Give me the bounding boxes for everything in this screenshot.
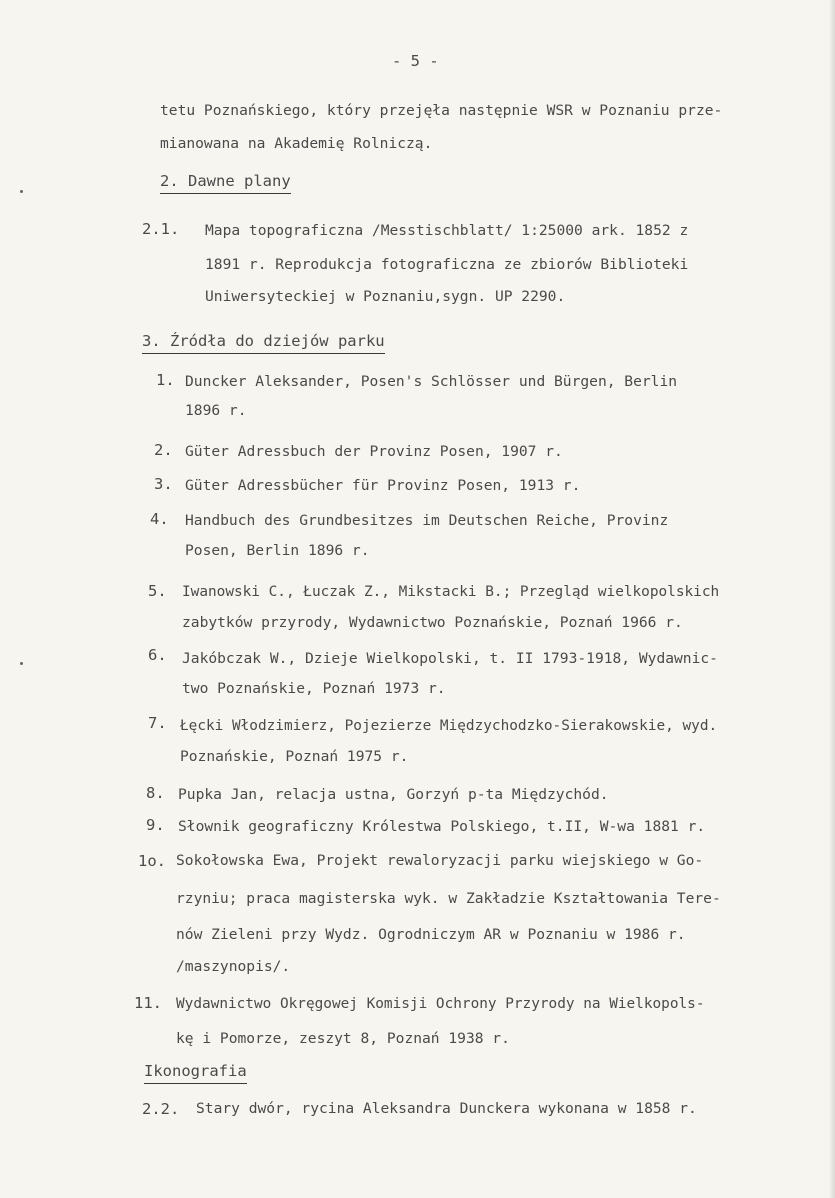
list-item-text: kę i Pomorze, zeszyt 8, Poznań 1938 r. xyxy=(176,1030,510,1047)
list-number: 3. xyxy=(154,475,173,493)
list-item-text: nów Zieleni przy Wydz. Ogrodniczym AR w Poznaniu w 1986 r. xyxy=(176,926,686,943)
list-number: 7. xyxy=(148,714,167,732)
list-number: 6. xyxy=(148,646,167,664)
list-item-text: 1891 r. Reprodukcja fotograficzna ze zbiorów Biblioteki xyxy=(205,256,689,273)
list-item-text: zabytków przyrody, Wydawnictwo Poznańskie, Poznań 1966 r. xyxy=(182,614,683,631)
section-heading: 2. Dawne plany xyxy=(160,172,291,194)
margin-dot xyxy=(20,190,23,193)
list-item-text: 1896 r. xyxy=(185,402,247,419)
list-item-text: Słownik geograficzny Królestwa Polskiego, t.II, W-wa 1881 r. xyxy=(178,818,706,835)
list-item-text: Iwanowski C., Łuczak Z., Mikstacki B.; Przegląd wielkopolskich xyxy=(182,584,720,600)
list-number: 2.1. xyxy=(142,220,180,238)
list-item-text: Poznańskie, Poznań 1975 r. xyxy=(180,748,409,765)
list-number: 1. xyxy=(156,371,175,389)
list-item-text: Duncker Aleksander, Posen's Schlösser und Bürgen, Berlin xyxy=(185,373,678,390)
list-item-text: Mapa topograficzna /Messtischblatt/ 1:25000 ark. 1852 z xyxy=(205,222,689,239)
page-number: - 5 - xyxy=(392,52,439,70)
list-number: 9. xyxy=(146,816,165,834)
list-item-text: Handbuch des Grundbesitzes im Deutschen Reiche, Provinz xyxy=(185,512,669,529)
list-item-text: Posen, Berlin 1896 r. xyxy=(185,542,370,559)
list-number: 2.2. xyxy=(142,1100,180,1118)
list-item-text: Jakóbczak W., Dzieje Wielkopolski, t. II 1793-1918, Wydawnic- xyxy=(182,650,718,667)
list-item-text: Güter Adressbücher für Provinz Posen, 1913 r. xyxy=(185,477,581,494)
list-item-text: rzyniu; praca magisterska wyk. w Zakładzie Kształtowania Tere- xyxy=(176,890,721,907)
intro-line: mianowana na Akademię Rolniczą. xyxy=(160,135,433,152)
list-item-text: /maszynopis/. xyxy=(176,958,291,975)
list-item-text: Uniwersyteckiej w Poznaniu,sygn. UP 2290. xyxy=(205,288,566,305)
list-item-text: Łęcki Włodzimierz, Pojezierze Międzychodzko-Sierakowskie, wyd. xyxy=(180,718,718,734)
list-item-text: Wydawnictwo Okręgowej Komisji Ochrony Przyrody na Wielkopols- xyxy=(176,996,705,1012)
list-item-text: Stary dwór, rycina Aleksandra Dunckera wykonana w 1858 r. xyxy=(196,1100,697,1117)
section-heading: 3. Źródła do dziejów parku xyxy=(142,332,385,354)
intro-line: tetu Poznańskiego, który przejęła następnie WSR w Poznaniu prze- xyxy=(160,102,723,119)
list-number: 4. xyxy=(150,510,169,528)
list-item-text: Güter Adressbuch der Provinz Posen, 1907 r. xyxy=(185,443,563,460)
list-number: 8. xyxy=(146,784,165,802)
margin-dot xyxy=(20,662,23,665)
section-heading: Ikonografia xyxy=(144,1062,247,1084)
list-item-text: Sokołowska Ewa, Projekt rewaloryzacji parku wiejskiego w Go- xyxy=(176,852,704,869)
page-edge xyxy=(829,0,835,1198)
list-number: 1o. xyxy=(138,852,166,870)
list-number: 5. xyxy=(148,582,167,600)
list-item-text: two Poznańskie, Poznań 1973 r. xyxy=(182,680,446,697)
list-number: 11. xyxy=(134,994,162,1012)
list-item-text: Pupka Jan, relacja ustna, Gorzyń p-ta Międzychód. xyxy=(178,786,609,803)
list-number: 2. xyxy=(154,441,173,459)
